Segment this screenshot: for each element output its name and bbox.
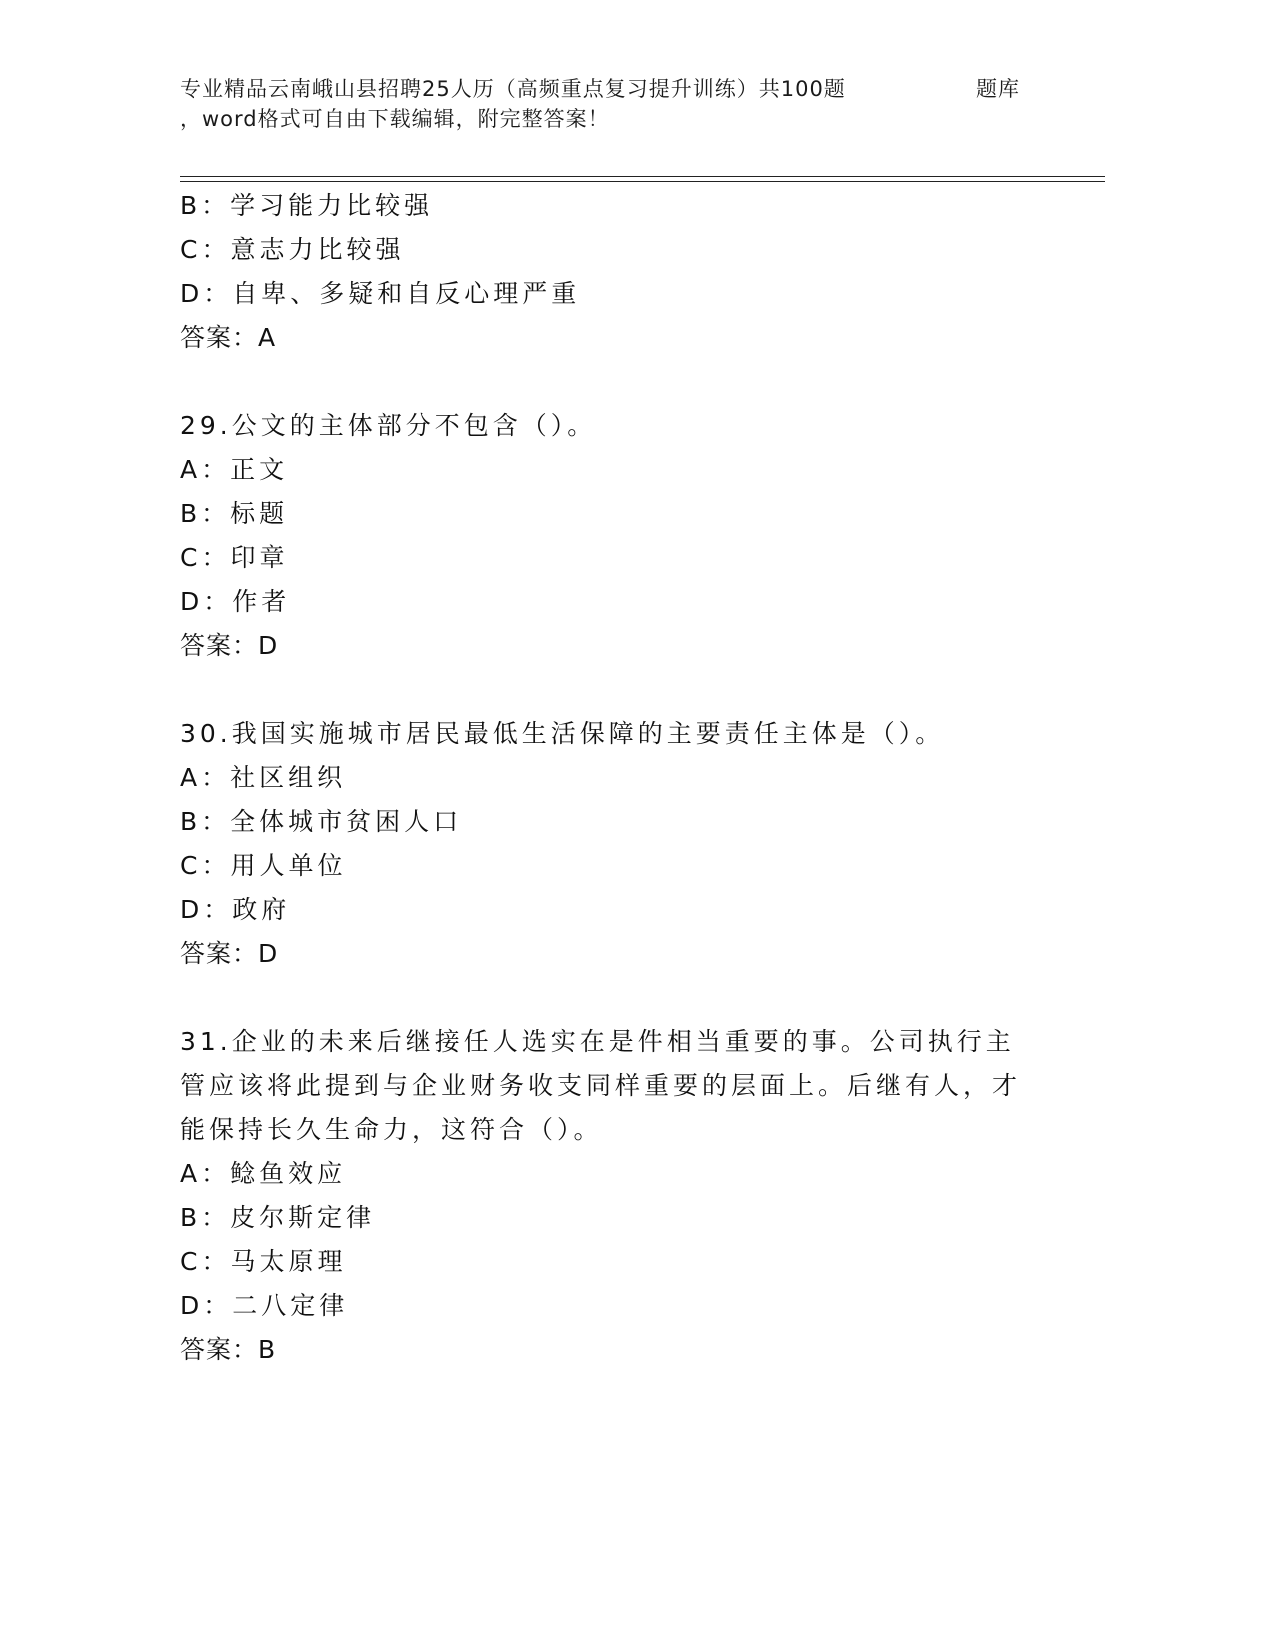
answer-label: 答案：B (180, 1335, 277, 1364)
question-block-31 (180, 1020, 1060, 1372)
spacer (180, 976, 1060, 1020)
option-d: D：自卑、多疑和自反心理严重 (180, 279, 581, 308)
header-title-row (180, 74, 1060, 104)
question-block-29 (180, 404, 1060, 668)
spacer (180, 668, 1060, 712)
option-b: B：标题 (180, 499, 289, 528)
option-b: B：学习能力比较强 (180, 191, 434, 220)
option-d: D：政府 (180, 895, 291, 924)
document-subtitle: ，word格式可自由下载编辑，附完整答案！ (180, 107, 610, 131)
question-text: 31.企业的未来后继接任人选实在是件相当重要的事。公司执行主管应该将此提到与企业财务收支同样重要的层面上。后继有人，才能保持长久生命力，这符合（）。 (180, 1027, 1022, 1144)
option-c: C：意志力比较强 (180, 235, 405, 264)
question-text: 30.我国实施城市居民最低生活保障的主要责任主体是（）。 (180, 719, 945, 748)
answer-label: 答案：D (180, 939, 279, 968)
option-d: D：作者 (180, 587, 291, 616)
answer-label: 答案：A (180, 323, 277, 352)
option-a: A：鲶鱼效应 (180, 1159, 347, 1188)
document-title-suffix: 题库 (976, 77, 1020, 101)
option-d: D：二八定律 (180, 1291, 349, 1320)
option-b: B：全体城市贫困人口 (180, 807, 463, 836)
page-header (180, 74, 1060, 134)
option-c: C：印章 (180, 543, 289, 572)
header-divider-bottom (180, 181, 1105, 182)
option-c: C：马太原理 (180, 1247, 347, 1276)
header-divider-top (180, 176, 1105, 177)
option-b: B：皮尔斯定律 (180, 1203, 376, 1232)
question-block-prev (180, 184, 1060, 360)
question-block-30 (180, 712, 1060, 976)
option-a: A：社区组织 (180, 763, 347, 792)
spacer (180, 360, 1060, 404)
option-a: A：正文 (180, 455, 289, 484)
document-title: 专业精品云南峨山县招聘25人历（高频重点复习提升训练）共100题 (180, 77, 846, 101)
option-c: C：用人单位 (180, 851, 347, 880)
answer-label: 答案：D (180, 631, 279, 660)
question-text: 29.公文的主体部分不包含（）。 (180, 411, 597, 440)
question-list (180, 184, 1060, 1372)
